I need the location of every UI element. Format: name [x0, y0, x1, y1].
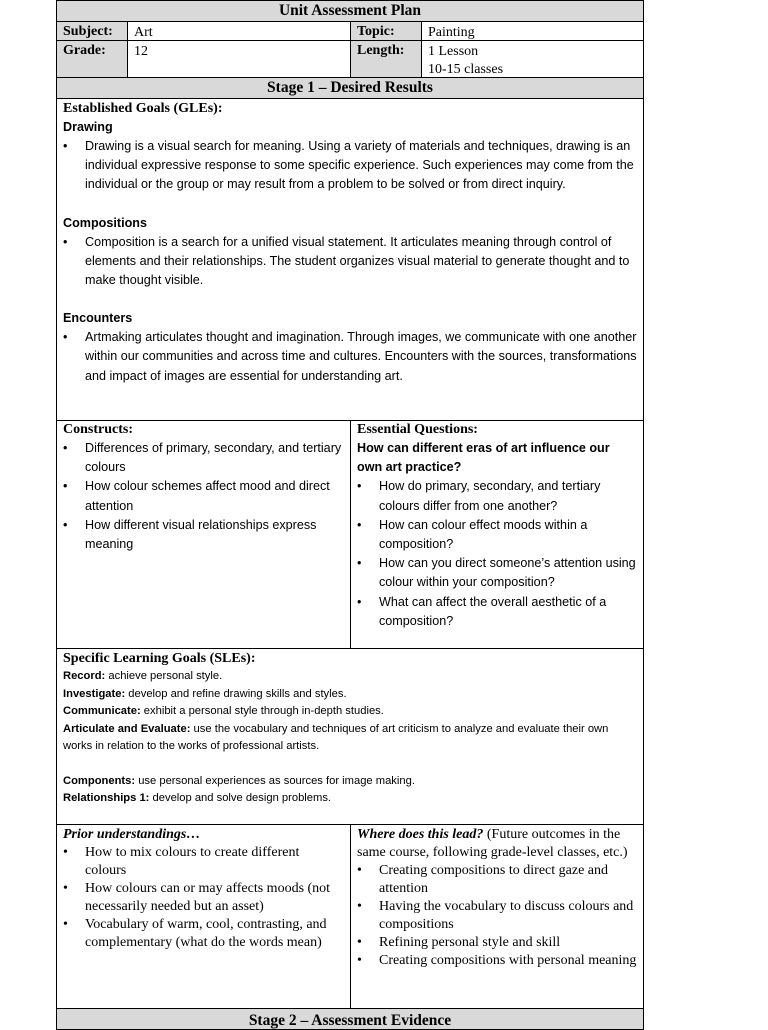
sle-record	[63, 668, 637, 686]
lead-item: • Having the vocabulary to discuss colours and compositions	[357, 898, 637, 934]
sle-articulate-text: use the vocabulary and techniques of art criticism to analyze and evaluate their own works in relation to the works of professional artists.	[63, 722, 609, 752]
prior-understandings-heading: Prior understandings…	[63, 827, 201, 842]
sle-articulate-label: Articulate and Evaluate:	[63, 722, 191, 735]
sle-communicate-text: exhibit a personal style through in-depth studies.	[140, 705, 384, 717]
constructs-list	[63, 439, 344, 554]
stage-2-header	[56, 1008, 644, 1030]
construct-item: • Differences of primary, secondary, and tertiary colours	[63, 439, 344, 477]
essential-main-question: How can different eras of art influence our own art practice?	[357, 441, 610, 475]
sle-section	[56, 648, 644, 825]
subject-value: Art	[127, 21, 351, 41]
constructs-heading: Constructs:	[63, 422, 133, 437]
topic-value: Painting	[421, 21, 644, 41]
sle-record-label: Record:	[63, 670, 106, 682]
encounters-list	[63, 328, 637, 386]
compositions-title: Compositions	[63, 215, 147, 230]
sle-communicate-label: Communicate:	[63, 705, 141, 717]
sle-relationships	[63, 790, 637, 808]
stage-1-title: Stage 1 – Desired Results	[267, 79, 433, 96]
subject-label: Subject:	[56, 21, 128, 41]
sle-components	[63, 773, 637, 791]
where-lead-intro	[357, 826, 637, 862]
encounters-text: • Artmaking articulates thought and imagination. Through images, we communicate with one another within our communities and across time and cultures. Encounters with the sources, transformations and impact of images are essential for understanding art.	[63, 328, 637, 386]
compositions-list	[63, 233, 637, 291]
prior-item: • Vocabulary of warm, cool, contrasting, and complementary (what do the words mean)	[63, 916, 344, 952]
sle-investigate	[63, 686, 637, 704]
essential-question-item: • How do primary, secondary, and tertiary colours differ from one another?	[357, 477, 637, 515]
drawing-title: Drawing	[63, 120, 113, 134]
essential-questions-heading: Essential Questions:	[357, 422, 478, 437]
essential-questions-section	[350, 420, 644, 649]
where-lead-intro-text: (Future outcomes in the same course, following grade-level classes, etc.)	[357, 827, 628, 860]
lead-item: • Refining personal style and skill	[357, 934, 637, 952]
stage-1-header	[56, 77, 644, 99]
document-title	[56, 0, 644, 22]
construct-item: • How colour schemes affect mood and direct attention	[63, 477, 344, 515]
where-lead-section	[350, 824, 644, 1009]
grade-value: 12	[127, 40, 351, 78]
length-line-2: 10-15 classes	[428, 62, 504, 77]
essential-questions-list	[357, 477, 637, 631]
essential-question-item: • How can you direct someone’s attention using colour within your composition?	[357, 554, 637, 592]
constructs-section	[56, 420, 351, 649]
lead-item: • Creating compositions to direct gaze and attention	[357, 862, 637, 898]
prior-item: • How to mix colours to create different colours	[63, 844, 344, 880]
length-line-1: 1 Lesson	[428, 44, 479, 59]
prior-item: • How colours can or may affects moods (not necessarily needed but an asset)	[63, 880, 344, 916]
sle-investigate-label: Investigate:	[63, 687, 126, 700]
essential-question-item: • How can colour effect moods within a composition?	[357, 516, 637, 554]
stage-2-title: Stage 2 – Assessment Evidence	[248, 1012, 452, 1029]
grade-label: Grade:	[56, 40, 128, 78]
sle-components-text: use personal experiences as sources for image making.	[135, 774, 415, 787]
lead-item: • Creating compositions with personal meaning	[357, 952, 637, 970]
where-lead-list	[357, 862, 637, 970]
sle-relationships-text: develop and solve design problems.	[149, 792, 332, 804]
sle-communicate	[63, 703, 637, 721]
established-goals-section	[56, 98, 644, 421]
length-label: Length:	[350, 40, 422, 78]
topic-label: Topic:	[350, 21, 422, 41]
sle-articulate	[63, 721, 637, 756]
length-value	[421, 40, 644, 78]
document-title-text: Unit Assessment Plan	[278, 2, 422, 19]
sle-components-label: Components:	[63, 774, 136, 787]
compositions-text: • Composition is a search for a unified visual statement. It articulates meaning through control of elements and their relationships. The student organizes visual material to generate thought and to make thought visible.	[63, 233, 637, 291]
sle-relationships-label: Relationships 1:	[63, 792, 150, 804]
prior-understandings-section	[56, 824, 351, 1009]
where-lead-heading: Where does this lead?	[357, 827, 484, 842]
sle-investigate-text: develop and refine drawing skills and styles.	[125, 687, 347, 700]
established-goals-heading: Established Goals (GLEs):	[63, 101, 223, 116]
sle-heading: Specific Learning Goals (SLEs):	[63, 651, 256, 666]
prior-understandings-list	[63, 844, 344, 952]
construct-item: • How different visual relationships express meaning	[63, 516, 344, 554]
encounters-title: Encounters	[63, 311, 133, 326]
essential-question-item: • What can affect the overall aesthetic of a composition?	[357, 593, 637, 631]
sle-record-text: achieve personal style.	[105, 670, 223, 682]
drawing-list	[63, 137, 637, 195]
drawing-text: • Drawing is a visual search for meaning. Using a variety of materials and techniques, drawing is an individual expressive response to some specific experience. Such experiences may come from the individual or the group or may result from a problem to be solved or from direct inquiry.	[63, 137, 637, 195]
